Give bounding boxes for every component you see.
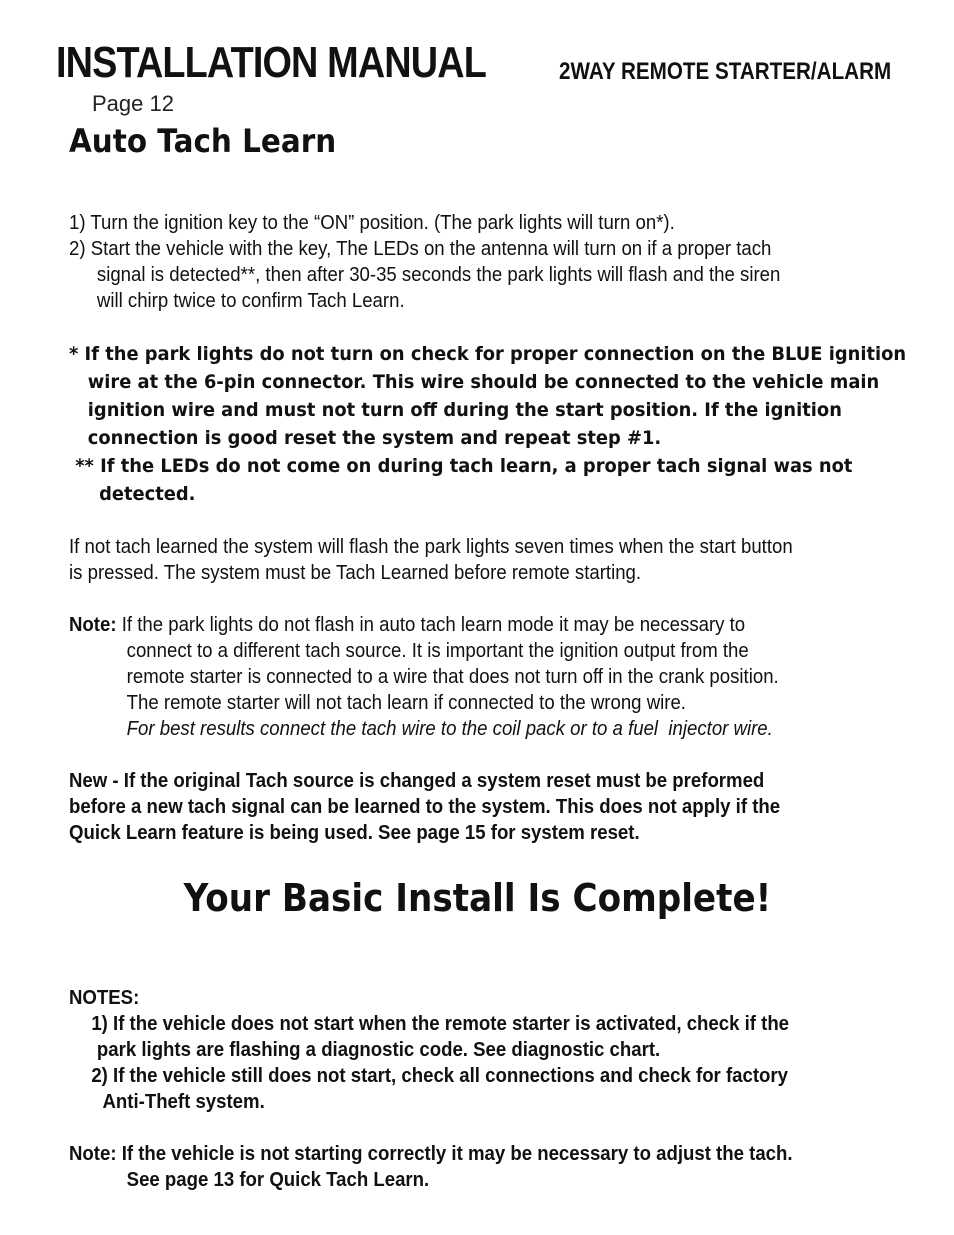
final-note-line: Note: If the vehicle is not starting correctly it may be necessary to adjust the tach. bbox=[69, 1143, 793, 1165]
not-learned-paragraph bbox=[69, 534, 793, 586]
paragraph-line: If not tach learned the system will flash the park lights seven times when the start button bbox=[69, 536, 793, 558]
footnote-line: ignition wire and must not turn off during the start position. If the ignition bbox=[87, 399, 842, 421]
notes-heading: NOTES: bbox=[69, 987, 140, 1009]
notes-line: 1) If the vehicle does not start when the remote starter is activated, check if the bbox=[91, 1013, 790, 1035]
footnote-line: wire at the 6-pin connector. This wire should be connected to the vehicle main bbox=[87, 371, 880, 393]
footnote-line: ** If the LEDs do not come on during tach learn, a proper tach signal was not bbox=[69, 455, 853, 477]
banner-text: Your Basic Install Is Complete! bbox=[183, 876, 771, 920]
step-2: 2) Start the vehicle with the key, The LEDs on the antenna will turn on if a proper tach bbox=[69, 238, 772, 260]
section-title: Auto Tach Learn bbox=[69, 122, 337, 160]
notice-line: before a new tach signal can be learned to the system. This does not apply if the bbox=[69, 796, 781, 818]
notice-line: Quick Learn feature is being used. See page 15 for system reset. bbox=[69, 822, 640, 844]
notes-line: Anti-Theft system. bbox=[102, 1091, 265, 1113]
footnote-line: * If the park lights do not turn on check for proper connection on the BLUE ignition bbox=[69, 343, 907, 365]
note-label: Note: bbox=[69, 614, 117, 636]
notes-line: park lights are flashing a diagnostic code. See diagnostic chart. bbox=[96, 1039, 661, 1061]
footnote-line: detected. bbox=[99, 483, 196, 505]
step-2-cont: signal is detected**, then after 30-35 seconds the park lights will flash and the siren bbox=[96, 264, 781, 286]
footnote-line: connection is good reset the system and repeat step #1. bbox=[87, 427, 662, 449]
note-block bbox=[69, 612, 779, 742]
note-line: connect to a different tach source. It is important the ignition output from the bbox=[126, 640, 749, 662]
manual-title: INSTALLATION MANUAL bbox=[56, 38, 486, 87]
step-1: 1) Turn the ignition key to the “ON” position. (The park lights will turn on*). bbox=[69, 212, 675, 234]
notes-line: 2) If the vehicle still does not start, check all connections and check for factory bbox=[91, 1065, 788, 1087]
final-note-line: See page 13 for Quick Tach Learn. bbox=[126, 1169, 430, 1191]
paragraph-line: is pressed. The system must be Tach Learned before remote starting. bbox=[69, 562, 642, 584]
steps-list bbox=[69, 210, 780, 314]
footnotes bbox=[69, 340, 906, 508]
note-line: remote starter is connected to a wire that does not turn off in the crank position. bbox=[126, 666, 779, 688]
note-line: The remote starter will not tach learn if connected to the wrong wire. bbox=[126, 692, 686, 714]
note-line: If the park lights do not flash in auto tach learn mode it may be necessary to bbox=[121, 614, 746, 636]
new-notice bbox=[69, 768, 780, 846]
step-2-cont: will chirp twice to confirm Tach Learn. bbox=[96, 290, 405, 312]
note-italic-tip: For best results connect the tach wire to the coil pack or to a fuel injector wire. bbox=[126, 718, 773, 740]
notice-line: New - If the original Tach source is changed a system reset must be preformed bbox=[69, 770, 765, 792]
product-subtitle: 2WAY REMOTE STARTER/ALARM bbox=[559, 58, 892, 85]
final-note bbox=[69, 1141, 793, 1193]
complete-banner bbox=[0, 876, 954, 920]
page-number: Page 12 bbox=[92, 91, 174, 116]
notes-block bbox=[69, 985, 789, 1115]
